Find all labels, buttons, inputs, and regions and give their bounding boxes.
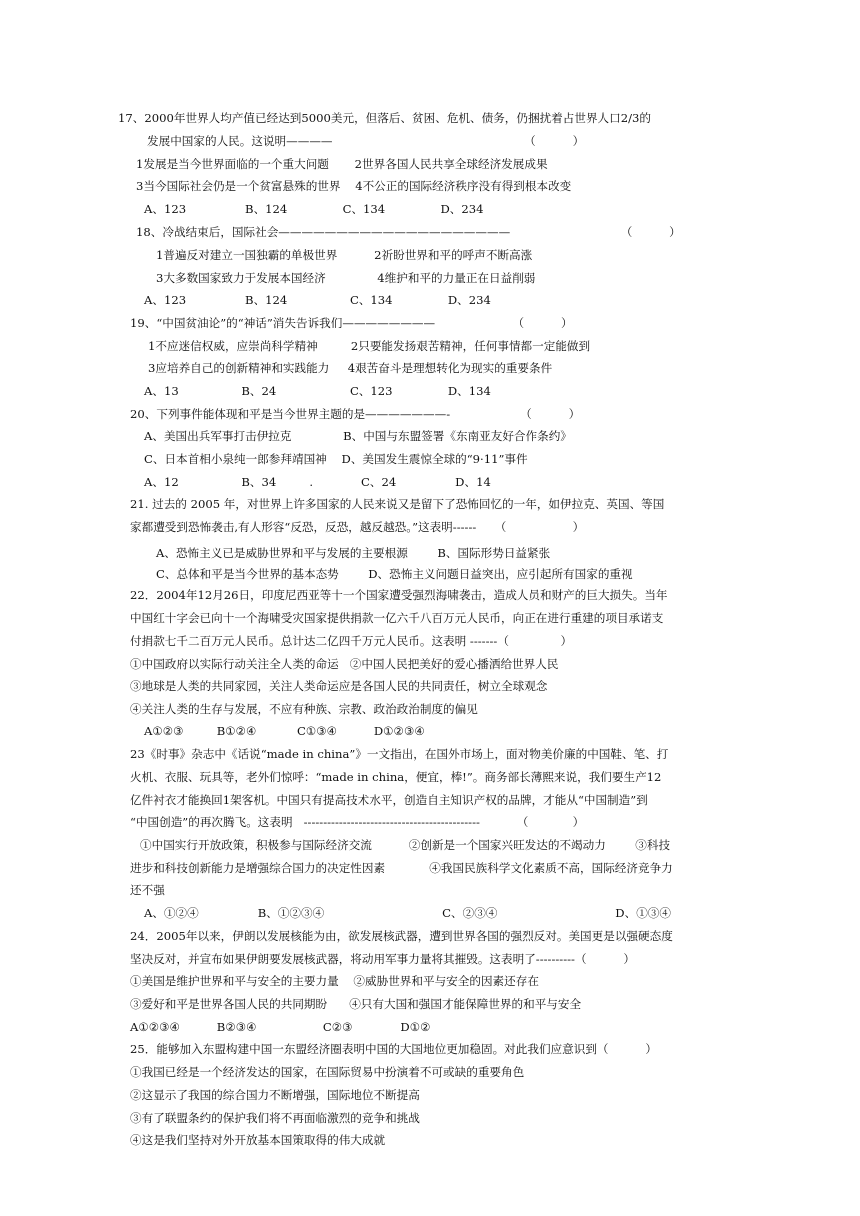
question-25-option: ②这显示了我国的综合国力不断增强，国际地位不断提高: [130, 1088, 420, 1102]
question-24-option: ①美国是维护世界和平与安全的主要力量 ②威胁世界和平与安全的因素还存在: [130, 974, 539, 988]
question-19-stem: 19、“中国贫油论”的“神话”消失告诉我们———————— （ ）: [130, 316, 573, 330]
question-20-option: C、日本首相小泉纯一郎参拜靖国神 D、美国发生震惊全球的“9·11”事件: [144, 452, 528, 466]
question-22-stem-cont: 中国红十字会已向十一个海啸受灾国家提供捐款一亿六千八百万元人民币，向正在进行重建的项目承诺支: [130, 611, 664, 625]
question-19-option: 1不应迷信权威，应崇尚科学精神 2只要能发扬艰苦精神，任何事情都一定能做到: [148, 339, 591, 353]
question-23-option: 进步和科技创新能力是增强综合国力的决定性因素 ④我国民族科学文化素质不高，国际经济竞争力: [130, 861, 673, 875]
question-25-option: ③有了联盟条约的保护我们将不再面临激烈的竞争和挑战: [130, 1111, 420, 1125]
question-24-option: ③爱好和平是世界各国人民的共同期盼 ④只有大国和强国才能保障世界的和平与安全: [130, 997, 582, 1011]
question-24-stem-cont: 坚决反对，并宣布如果伊朗要发展核武器，将动用军事力量将其摧毁。这表明了----------（ ）: [130, 952, 635, 966]
question-17-option: 1发展是当今世界面临的一个重大问题 2世界各国人民共享全球经济发展成果: [136, 157, 548, 171]
question-23-answers: A、①②④ B、①②③④ C、②③④ D、①③④: [144, 906, 671, 920]
question-21-option: A、恐怖主义已是威胁世界和平与发展的主要根源 B、国际形势日益紧张: [156, 546, 551, 560]
question-23-stem-cont: “中国创造”的再次腾飞。这表明 --------------------------------------------- （ ）: [130, 815, 585, 829]
question-18-option: 3大多数国家致力于发展本国经济 4维护和平的力量正在日益削弱: [156, 271, 536, 285]
question-17-answers: A、123 B、124 C、134 D、234: [144, 202, 484, 216]
question-22-stem: 22．2004年12月26日，印度尼西亚等十一个国家遭受强烈海啸袭击，造成人员和财产的巨大损失。当年: [130, 588, 668, 602]
question-19-answers: A、13 B、24 C、123 D、134: [144, 384, 491, 398]
question-23-stem-cont: 火机、衣服、玩具等，老外们惊呼：“made in china，便宜，棒!”。商务部长薄熙来说，我们要生产12: [130, 770, 662, 784]
question-20-stem: 20、下列事件能体现和平是当今世界主题的是———————- （ ）: [130, 407, 581, 421]
question-17-option: 3当今国际社会仍是一个贫富悬殊的世界 4不公正的国际经济秩序没有得到根本改变: [136, 179, 572, 193]
question-19-option: 3应培养自己的创新精神和实践能力 4艰苦奋斗是理想转化为现实的重要条件: [148, 361, 553, 375]
question-18-stem: 18、冷战结束后，国际社会———————————————————— （ ）: [136, 225, 681, 239]
question-17-stem: 17、2000年世界人均产值已经达到5000美元，但落后、贫困、危机、债务，仍捆扰着占世界人口2/3的: [118, 111, 651, 125]
question-22-option: ①中国政府以实际行动关注全人类的命运 ②中国人民把美好的爱心播洒给世界人民: [130, 657, 559, 671]
question-23-option: ①中国实行开放政策，积极参与国际经济交流 ②创新是一个国家兴旺发达的不竭动力 ③科技: [140, 838, 671, 852]
question-18-answers: A、123 B、124 C、134 D、234: [144, 293, 491, 307]
question-22-stem-cont: 付捐款七千二百万元人民币。总计达二亿四千万元人民币。这表明 -------（ ）: [130, 634, 573, 648]
question-24-stem: 24．2005年以来，伊朗以发展核能为由，欲发展核武器，遭到世界各国的强烈反对。美国更是以强硬态度: [130, 929, 673, 943]
question-25-stem: 25．能够加入东盟构建中国一东盟经济圈表明中国的大国地位更加稳固。对此我们应意识到（ ）: [130, 1042, 657, 1056]
question-21-stem-cont: 家都遭受到恐怖袭击,有人形容“反恐，反恐，越反越恐。”这表明------ （ ）: [130, 520, 585, 534]
question-17-stem-cont: 发展中国家的人民。这说明———— （ ）: [147, 134, 585, 148]
question-20-option: A、美国出兵军事打击伊拉克 B、中国与东盟签署《东南亚友好合作条约》: [144, 429, 572, 443]
question-23-stem-cont: 亿件衬衣才能换回1架客机。中国只有提高技术水平，创造自主知识产权的品牌，才能从“中国制造”到: [130, 793, 648, 807]
question-18-option: 1普遍反对建立一国独霸的单极世界 2祈盼世界和平的呼声不断高涨: [156, 248, 533, 262]
question-21-option: C、总体和平是当今世界的基本态势 D、恐怖主义问题日益突出，应引起所有国家的重视: [156, 567, 633, 581]
question-23-stem: 23《时事》杂志中《话说“made in china”》一文指出，在国外市场上，面对物美价廉的中国鞋、笔、打: [130, 747, 669, 761]
question-25-option: ④这是我们坚持对外开放基本国策取得的伟大成就: [130, 1133, 386, 1147]
question-22-option: ③地球是人类的共同家园，关注人类命运应是各国人民的共同责任，树立全球观念: [130, 679, 548, 693]
question-20-answers: A、12 B、34 . C、24 D、14: [144, 475, 491, 489]
question-22-answers: A①②③ B①②④ C①③④ D①②③④: [144, 724, 425, 738]
question-22-option: ④关注人类的生存与发展，不应有种族、宗教、政治政治制度的偏见: [130, 702, 478, 716]
question-25-option: ①我国已经是一个经济发达的国家，在国际贸易中扮演着不可或缺的重要角色: [130, 1065, 525, 1079]
question-24-answers: A①②③④ B②③④ C②③ D①②: [130, 1020, 431, 1034]
question-21-stem: 21. 过去的 2005 年，对世界上许多国家的人民来说又是留下了恐怖回忆的一年，如伊拉克、英国、等国: [130, 497, 665, 511]
question-23-option: 还不强: [130, 883, 165, 897]
